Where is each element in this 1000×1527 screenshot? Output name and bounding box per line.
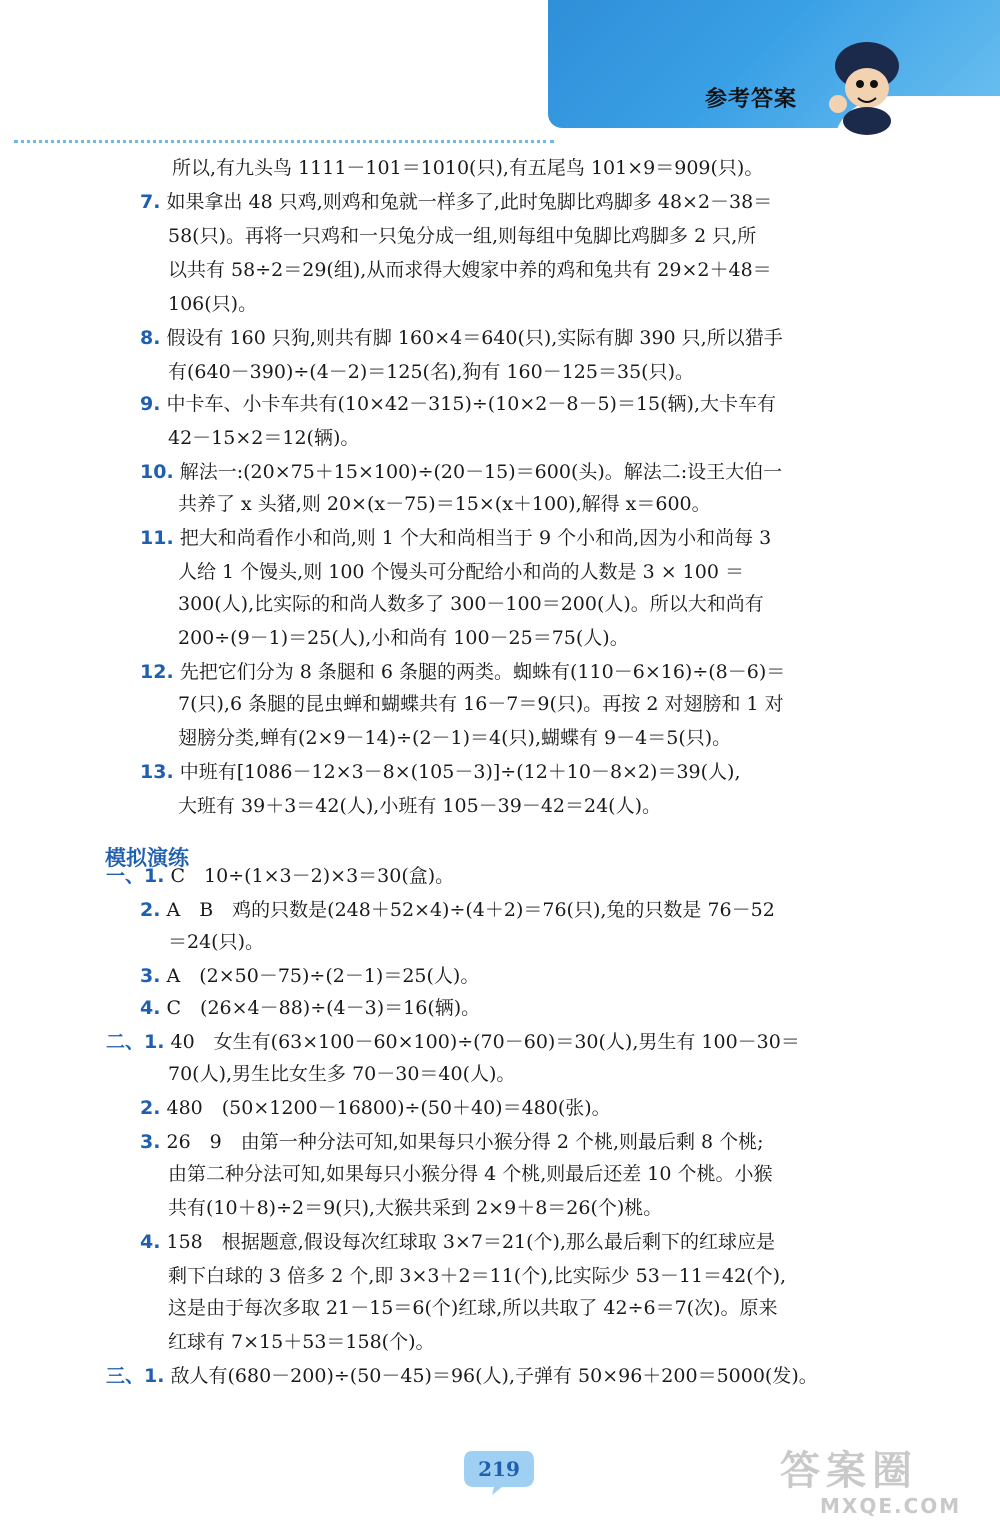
page-number-text: 219 xyxy=(478,1457,520,1481)
answer-line xyxy=(168,360,694,384)
answer-line xyxy=(140,898,775,922)
item-number: 9. xyxy=(140,393,161,415)
watermark xyxy=(780,1448,990,1520)
line-text: 58(只)。再将一只鸡和一只兔分成一组,则每组中兔脚比鸡脚多 2 只,所 xyxy=(168,225,757,247)
answer-line xyxy=(168,426,359,450)
line-text: 7(只),6 条腿的昆虫蝉和蝴蝶共有 16－7＝9(只)。再按 2 对翅膀和 1 对 xyxy=(178,693,784,715)
line-text: C 10÷(1×3－2)×3＝30(盒)。 xyxy=(170,865,455,887)
item-number: 3. xyxy=(140,1131,161,1153)
line-text: 如果拿出 48 只鸡,则鸡和兔就一样多了,此时兔脚比鸡脚多 48×2－38＝ xyxy=(166,191,773,213)
item-number: 7. xyxy=(140,191,161,213)
line-text: 把大和尚看作小和尚,则 1 个大和尚相当于 9 个小和尚,因为小和尚每 3 xyxy=(179,527,772,549)
line-text: A (2×50－75)÷(2－1)＝25(人)。 xyxy=(166,965,480,987)
answer-line xyxy=(178,692,784,716)
line-text: 480 (50×1200－16800)÷(50＋40)＝480(张)。 xyxy=(166,1097,611,1119)
answer-line xyxy=(140,996,480,1020)
watermark-domain: MXQE.COM xyxy=(820,1494,962,1518)
answer-line xyxy=(140,392,776,416)
line-text: 敌人有(680－200)÷(50－45)＝96(人),子弹有 50×96＋200＝5000(发)。 xyxy=(170,1365,818,1387)
item-number: 10. xyxy=(140,461,174,483)
line-text: 人给 1 个馒头,则 100 个馒头可分配给小和尚的人数是 3 × 100 ＝ xyxy=(178,561,744,583)
line-text: ＝24(只)。 xyxy=(168,931,265,953)
answer-line xyxy=(140,460,782,484)
answer-line xyxy=(172,156,763,180)
answer-line xyxy=(140,660,785,684)
answer-line xyxy=(168,1264,786,1288)
header-dotted-divider xyxy=(14,140,554,143)
line-text: 先把它们分为 8 条腿和 6 条腿的两类。蜘蛛有(110－6×16)÷(8－6)＝ xyxy=(179,661,786,683)
item-number: 4. xyxy=(140,1231,161,1253)
line-text: 这是由于每次多取 21－15＝6(个)红球,所以共取了 42÷6＝7(次)。原来 xyxy=(168,1297,778,1319)
item-number: 12. xyxy=(140,661,174,683)
line-text: 40 女生有(63×100－60×100)÷(70－60)＝30(人),男生有 100－30＝ xyxy=(170,1031,800,1053)
line-text: 42－15×2＝12(辆)。 xyxy=(168,427,360,449)
item-number: 13. xyxy=(140,761,174,783)
answer-line xyxy=(168,930,264,954)
answer-line xyxy=(140,326,783,350)
watermark-main: 答案圈 xyxy=(780,1448,918,1494)
answer-line xyxy=(168,1296,778,1320)
line-text: 由第二种分法可知,如果每只小猴分得 4 个桃,则最后还差 10 个桃。小猴 xyxy=(168,1163,773,1185)
line-text: A B 鸡的只数是(248＋52×4)÷(4＋2)＝76(只),兔的只数是 76－52 xyxy=(166,899,775,921)
answer-line xyxy=(140,760,741,784)
line-text: 以共有 58÷2＝29(组),从而求得大嫂家中养的鸡和兔共有 29×2＋48＝ xyxy=(168,259,772,281)
answer-line xyxy=(140,190,772,214)
line-text: 假设有 160 只狗,则共有脚 160×4＝640(只),实际有脚 390 只,所以猎手 xyxy=(166,327,783,349)
answer-line xyxy=(178,626,629,650)
item-number: 2. xyxy=(140,899,161,921)
line-text: 剩下白球的 3 倍多 2 个,即 3×3＋2＝11(个),比实际少 53－11＝42(个), xyxy=(168,1265,787,1287)
answer-line xyxy=(140,1130,764,1154)
line-text: 大班有 39＋3＝42(人),小班有 105－39－42＝24(人)。 xyxy=(178,795,662,817)
mascot-icon xyxy=(812,26,912,136)
item-number: 4. xyxy=(140,997,161,1019)
answer-line xyxy=(178,794,661,818)
answer-line xyxy=(168,292,257,316)
item-number: 一、1. xyxy=(106,865,165,887)
line-text: 所以,有九头鸟 1111－101＝1010(只),有五尾鸟 101×9＝909(只)。 xyxy=(172,157,764,179)
answer-line xyxy=(178,560,744,584)
item-number: 8. xyxy=(140,327,161,349)
item-number: 3. xyxy=(140,965,161,987)
line-text: 26 9 由第一种分法可知,如果每只小猴分得 2 个桃,则最后剩 8 个桃; xyxy=(166,1131,764,1153)
answer-line xyxy=(168,1330,435,1354)
item-number: 2. xyxy=(140,1097,161,1119)
answer-line xyxy=(168,224,756,248)
answer-line xyxy=(178,592,764,616)
line-text: 中班有[1086－12×3－8×(105－3)]÷(12＋10－8×2)＝39(人), xyxy=(179,761,741,783)
answer-line xyxy=(168,1062,515,1086)
page-number xyxy=(462,1447,536,1491)
answer-line xyxy=(140,964,479,988)
line-text: 翅膀分类,蝉有(2×9－14)÷(2－1)＝4(只),蝴蝶有 9－4＝5(只)。 xyxy=(178,727,732,749)
line-text: 有(640－390)÷(4－2)＝125(名),狗有 160－125＝35(只)。 xyxy=(168,361,694,383)
header-title: 参考答案 xyxy=(705,87,798,112)
line-text: 解法一:(20×75＋15×100)÷(20－15)＝600(头)。解法二:设王大伯一 xyxy=(179,461,783,483)
line-text: 106(只)。 xyxy=(168,293,258,315)
line-text: 中卡车、小卡车共有(10×42－315)÷(10×2－8－5)＝15(辆),大卡车有 xyxy=(166,393,777,415)
answer-line xyxy=(168,1196,662,1220)
line-text: 红球有 7×15＋53＝158(个)。 xyxy=(168,1331,435,1353)
answer-line xyxy=(168,1162,773,1186)
line-text: 200÷(9－1)＝25(人),小和尚有 100－25＝75(人)。 xyxy=(178,627,629,649)
item-number: 三、1. xyxy=(106,1365,165,1387)
line-text: 共养了 x 头猪,则 20×(x－75)＝15×(x＋100),解得 x＝600。 xyxy=(178,493,711,515)
item-number: 11. xyxy=(140,527,174,549)
section-title: 模拟演练 xyxy=(105,846,189,870)
line-text: 共有(10＋8)÷2＝9(只),大猴共采到 2×9＋8＝26(个)桃。 xyxy=(168,1197,663,1219)
answer-line xyxy=(106,1364,818,1388)
answer-line xyxy=(106,1030,800,1054)
answer-line xyxy=(178,492,711,516)
answer-line xyxy=(140,526,771,550)
line-text: C (26×4－88)÷(4－3)＝16(辆)。 xyxy=(166,997,481,1019)
answer-line xyxy=(140,1096,611,1120)
item-number: 二、1. xyxy=(106,1031,165,1053)
answer-line xyxy=(140,1230,775,1254)
answer-line xyxy=(178,726,731,750)
answer-line xyxy=(168,258,772,282)
line-text: 300(人),比实际的和尚人数多了 300－100＝200(人)。所以大和尚有 xyxy=(178,593,764,615)
line-text: 70(人),男生比女生多 70－30＝40(人)。 xyxy=(168,1063,516,1085)
line-text: 158 根据题意,假设每次红球取 3×7＝21(个),那么最后剩下的红球应是 xyxy=(166,1231,775,1253)
